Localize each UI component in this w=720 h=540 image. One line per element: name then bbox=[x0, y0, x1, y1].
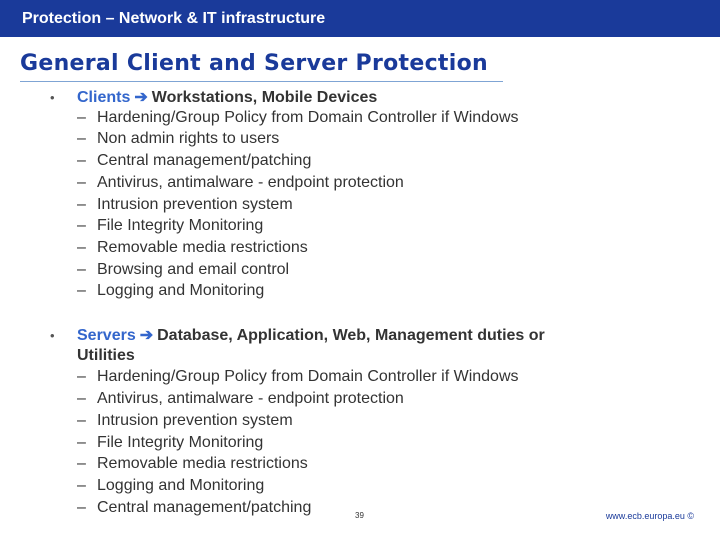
list-item bbox=[77, 434, 263, 452]
bullet-icon: • bbox=[50, 90, 55, 105]
arrow-right-icon: ➔ bbox=[139, 327, 154, 344]
lead-accent-text: Servers bbox=[77, 327, 136, 344]
dash-bullet-icon: – bbox=[77, 238, 86, 256]
dash-bullet-icon: – bbox=[77, 108, 86, 126]
list-item bbox=[77, 477, 264, 495]
dash-bullet-icon: – bbox=[77, 217, 86, 235]
dash-bullet-icon: – bbox=[77, 368, 86, 386]
dash-bullet-icon: – bbox=[77, 498, 86, 516]
list-item bbox=[77, 196, 293, 214]
arrow-right-icon: ➔ bbox=[134, 89, 148, 106]
dash-bullet-icon: – bbox=[77, 282, 86, 300]
list-item bbox=[77, 282, 264, 300]
dash-bullet-icon: – bbox=[77, 433, 86, 451]
list-item-text: Logging and Monitoring bbox=[97, 476, 265, 494]
list-item bbox=[77, 152, 311, 170]
dash-bullet-icon: – bbox=[77, 455, 86, 473]
list-item-text: Browsing and email control bbox=[97, 260, 290, 278]
dash-bullet-icon: – bbox=[77, 260, 86, 278]
list-item bbox=[77, 217, 263, 235]
bullet-lead bbox=[77, 87, 377, 107]
list-item-text: File Integrity Monitoring bbox=[97, 433, 264, 451]
list-item bbox=[77, 109, 519, 127]
list-item-text: Central management/patching bbox=[97, 498, 312, 516]
dash-bullet-icon: – bbox=[77, 195, 86, 213]
footer-url: www.ecb.europa.eu © bbox=[605, 511, 694, 521]
dash-bullet-icon: – bbox=[77, 411, 86, 429]
dash-bullet-icon: – bbox=[77, 173, 86, 191]
header-bar bbox=[0, 0, 720, 37]
list-item bbox=[77, 261, 289, 279]
list-item bbox=[77, 130, 279, 148]
list-item-text: Intrusion prevention system bbox=[97, 195, 293, 213]
list-item-text: Hardening/Group Policy from Domain Controller if Windows bbox=[97, 368, 519, 386]
list-item-text: Central management/patching bbox=[97, 152, 312, 170]
header-title: Protection – Network & IT infrastructure bbox=[22, 10, 326, 27]
list-item bbox=[77, 455, 308, 473]
lead-rest-text-line2: Utilities bbox=[77, 346, 135, 364]
list-item-text: Hardening/Group Policy from Domain Controller if Windows bbox=[97, 108, 519, 126]
list-item-text: Intrusion prevention system bbox=[97, 411, 293, 429]
list-item-text: Logging and Monitoring bbox=[97, 282, 265, 300]
list-item bbox=[77, 390, 404, 408]
dash-bullet-icon: – bbox=[77, 152, 86, 170]
list-item-text: Removable media restrictions bbox=[97, 455, 308, 473]
list-item bbox=[77, 499, 311, 517]
list-item bbox=[77, 412, 293, 430]
bullet-icon: • bbox=[50, 328, 55, 343]
lead-rest-text: Workstations, Mobile Devices bbox=[151, 89, 378, 106]
list-item-text: File Integrity Monitoring bbox=[97, 217, 264, 235]
list-item-text: Non admin rights to users bbox=[97, 130, 280, 148]
page-number: 39 bbox=[355, 511, 364, 520]
list-item-text: Antivirus, antimalware - endpoint protection bbox=[97, 173, 404, 191]
list-item bbox=[77, 368, 519, 386]
dash-bullet-icon: – bbox=[77, 130, 86, 148]
list-item bbox=[77, 239, 308, 257]
list-item bbox=[77, 174, 404, 192]
lead-rest-text: Database, Application, Web, Management duties or bbox=[157, 327, 545, 344]
dash-bullet-icon: – bbox=[77, 476, 86, 494]
slide-title: General Client and Server Protection bbox=[20, 51, 488, 76]
list-item-text: Antivirus, antimalware - endpoint protection bbox=[97, 390, 404, 408]
dash-bullet-icon: – bbox=[77, 390, 86, 408]
lead-accent-text: Clients bbox=[77, 89, 131, 106]
bullet-lead bbox=[77, 325, 545, 345]
title-underline bbox=[20, 81, 503, 82]
list-item-text: Removable media restrictions bbox=[97, 238, 308, 256]
